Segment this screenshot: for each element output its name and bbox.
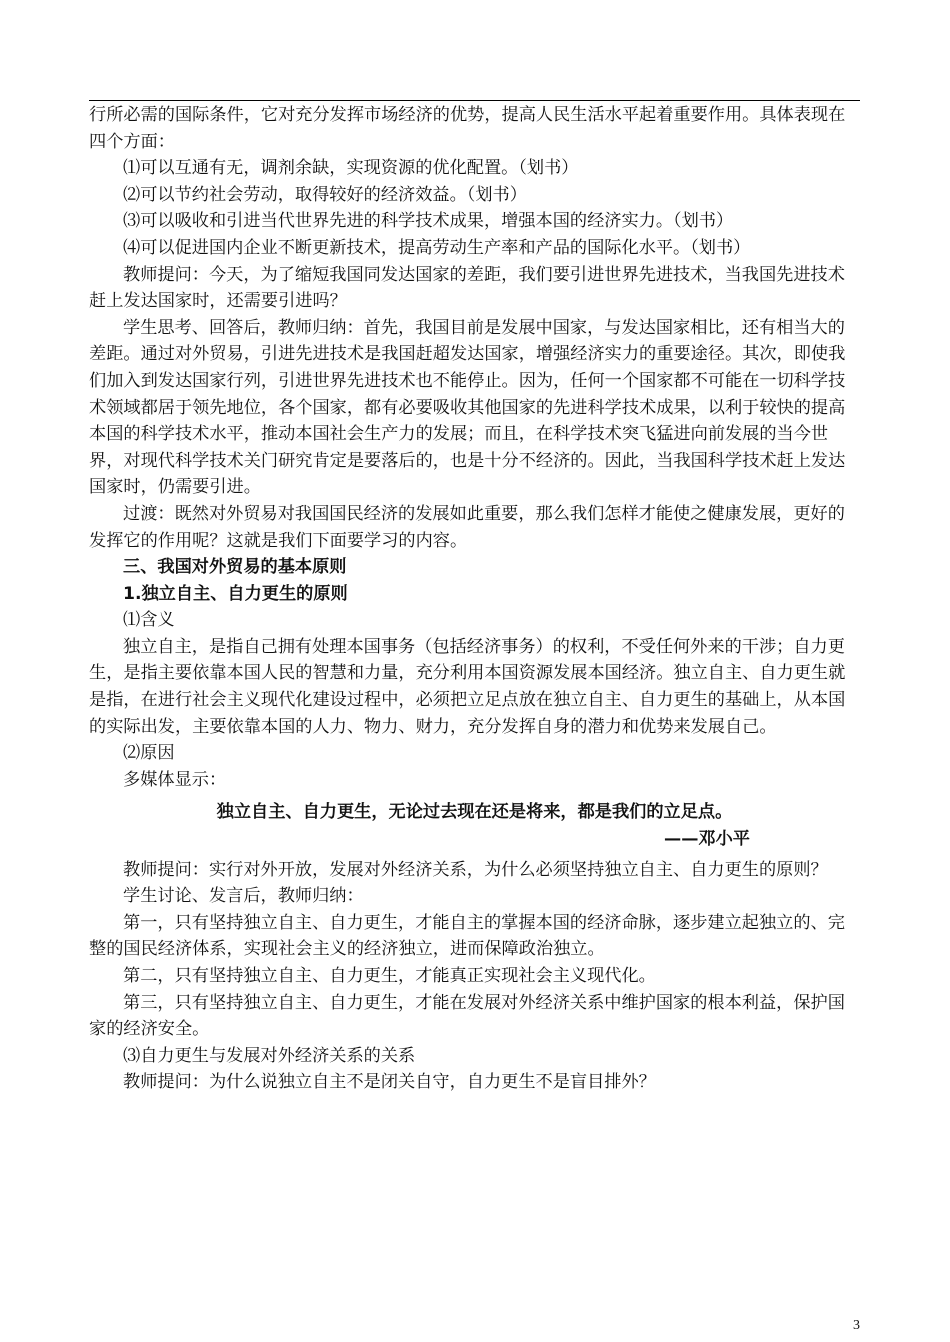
- paragraph: 多媒体显示：: [123, 769, 227, 790]
- paragraph: 教师提问：实行对外开放，发展对外经济关系，为什么必须坚持独立自主、自力更生的原则？: [123, 859, 828, 880]
- paragraph: 第二，只有坚持独立自主、自力更生，才能真正实现社会主义现代化。: [123, 966, 656, 986]
- list-item: ⑴含义: [123, 610, 175, 631]
- paragraph: 行所必需的国际条件，它对充分发挥市场经济的优势，提高人民生活水平起着重要作用。具体表现在四个方面：: [89, 105, 846, 152]
- paragraph: 第一，只有坚持独立自主、自力更生，才能自主的掌握本国的经济命脉，逐步建立起独立的、完整的国民经济体系，实现社会主义的经济独立，进而保障政治独立。: [89, 912, 845, 960]
- list-item: ⑴可以互通有无，调剂余缺，实现资源的优化配置。（划书）: [123, 158, 579, 179]
- subsection-heading: 1.独立自主、自力更生的原则: [123, 583, 348, 604]
- paragraph: 学生讨论、发言后，教师归纳：: [123, 886, 364, 907]
- paragraph: 教师提问：为什么说独立自主不是闭关自守，自力更生不是盲目排外？: [123, 1072, 656, 1093]
- quote-attribution: ——邓小平: [664, 829, 750, 850]
- header-rule: [89, 100, 860, 101]
- list-item: ⑵原因: [123, 743, 175, 764]
- page-number: 3: [853, 1318, 860, 1333]
- list-item: ⑵可以节约社会劳动，取得较好的经济效益。（划书）: [123, 184, 527, 205]
- list-item: ⑷可以促进国内企业不断更新技术，提高劳动生产率和产品的国际化水平。（划书）: [123, 237, 751, 258]
- list-item: ⑶可以吸收和引进当代世界先进的科学技术成果，增强本国的经济实力。（划书）: [123, 211, 734, 232]
- paragraph: 学生思考、回答后，教师归纳：首先，我国目前是发展中国家，与发达国家相比，还有相当大的差距。通过对外贸易，引进先进技术是我国赶超发达国家，增强经济实力的重要途径。其次，即使我们加入到发达国家行列，引进世界先进技术也不能停止。因为，任何一个国家都不可能在一切科学技术领域都居于领先地位，各个国家，都有必要吸收其他国家的先进科学技术成果，以利于较快的提高本国的科学技术水平，推动本国社会生产力的发展；而且，在科学技术突飞猛进向前发展的当今世界，对现代科学技术关门研究肯定是要落后的，也是十分不经济的。因此，当我国科学技术赶上发达国家时，仍需要引进。: [89, 317, 846, 498]
- list-item: ⑶自力更生与发展对外经济关系的关系: [123, 1045, 416, 1066]
- paragraph: 教师提问：今天，为了缩短我国同发达国家的差距，我们要引进世界先进技术，当我国先进技术赶上发达国家时，还需要引进吗？: [89, 264, 845, 312]
- paragraph: 第三，只有坚持独立自主、自力更生，才能在发展对外经济关系中维护国家的根本利益，保护国家的经济安全。: [89, 992, 845, 1040]
- quote-text: 独立自主、自力更生，无论过去现在还是将来，都是我们的立足点。: [216, 802, 733, 823]
- paragraph: 独立自主，是指自己拥有处理本国事务（包括经济事务）的权利，不受任何外来的干涉；自力更生，是指主要依靠本国人民的智慧和力量，充分利用本国资源发展本国经济。独立自主、自力更生就是指，在进行社会主义现代化建设过程中，必须把立足点放在独立自主、自力更生的基础上，从本国的实际出发，主要依靠本国的人力、物力、财力，充分发挥自身的潜力和优势来发展自己。: [89, 636, 846, 737]
- page-content: [89, 102, 860, 1096]
- paragraph: 过渡：既然对外贸易对我国国民经济的发展如此重要，那么我们怎样才能使之健康发展，更好的发挥它的作用呢？这就是我们下面要学习的内容。: [89, 503, 845, 551]
- section-heading: 三、我国对外贸易的基本原则: [123, 557, 347, 578]
